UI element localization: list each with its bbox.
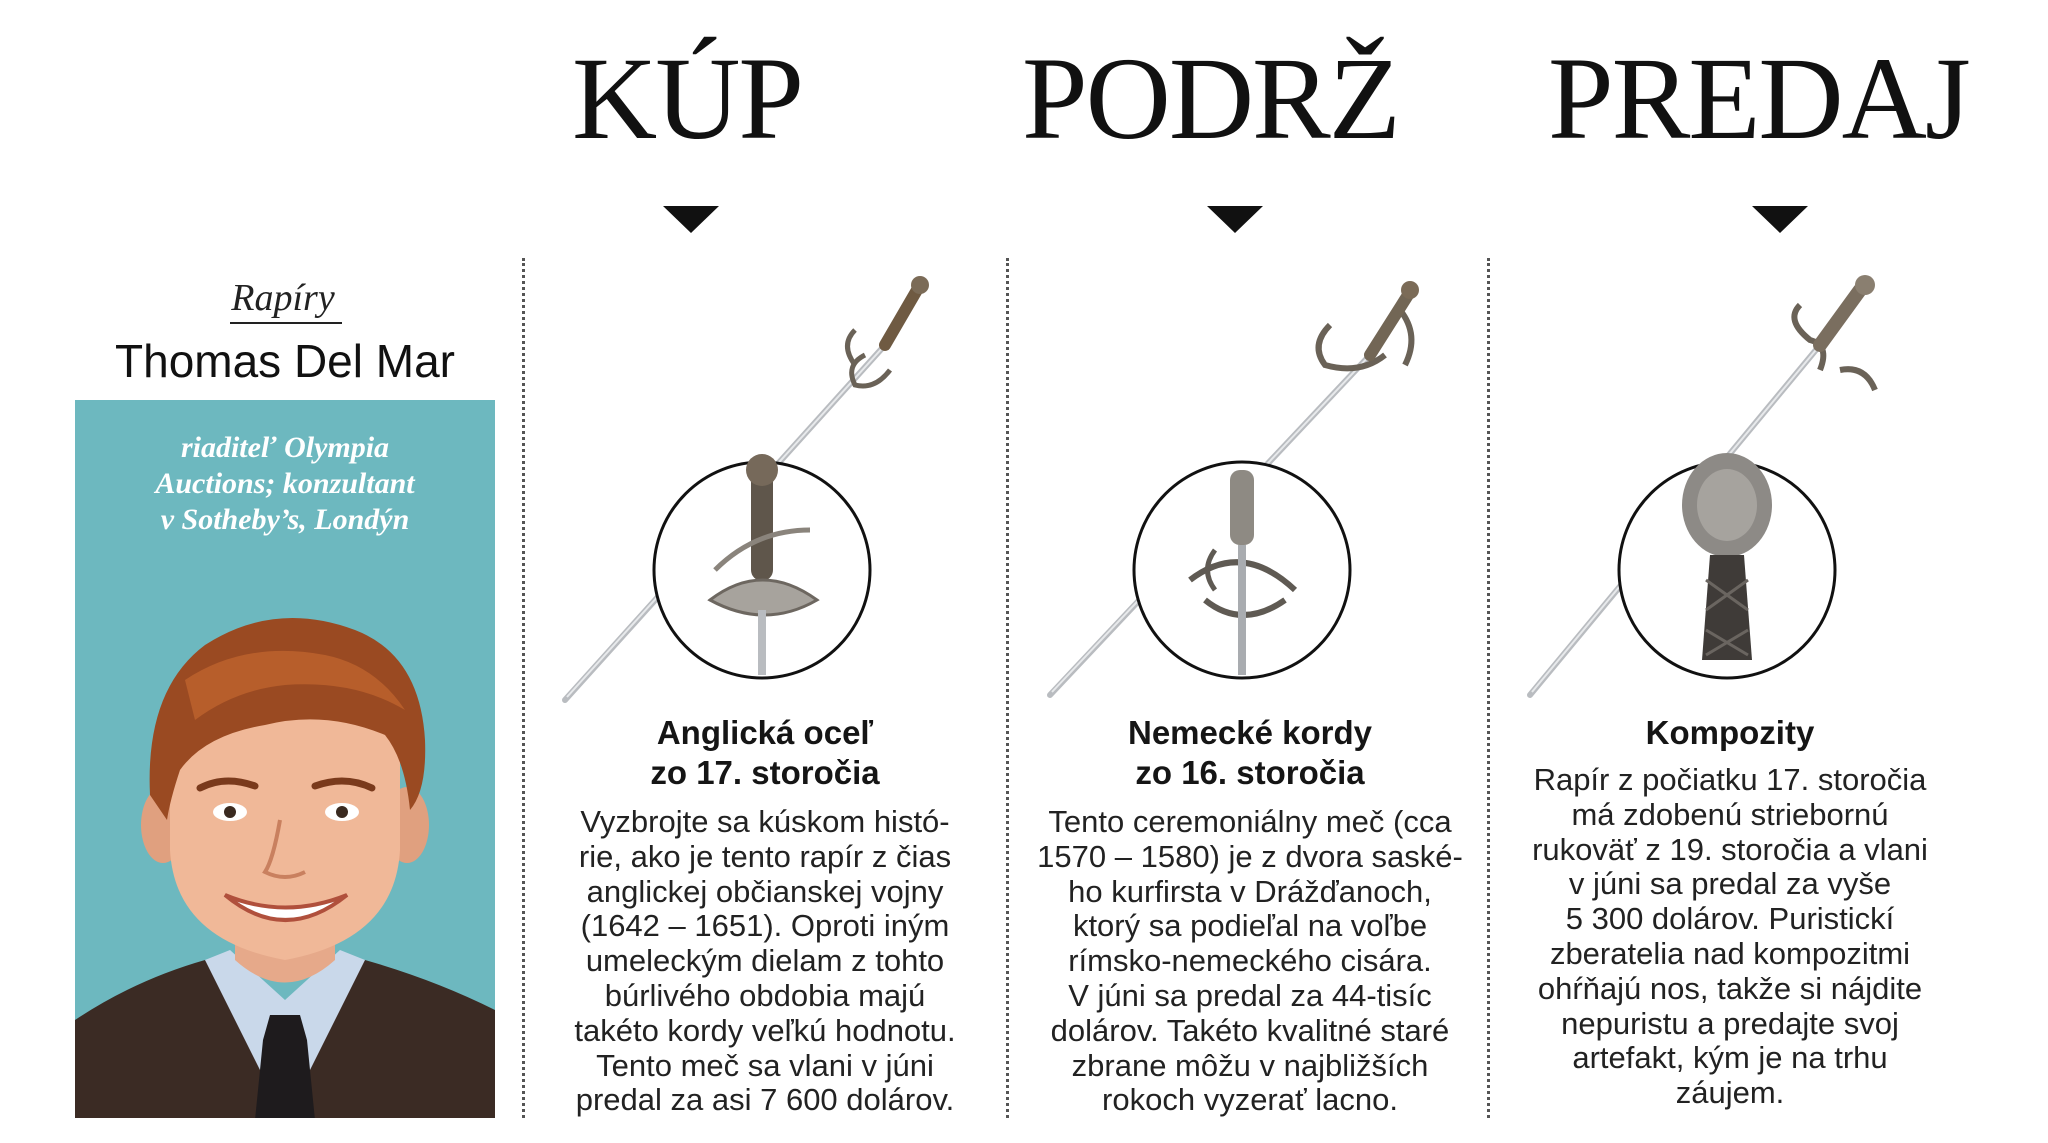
description-line: búrlivého obdobia majú (604, 977, 926, 1013)
description-line: Vyzbrojte sa kúskom histó- (580, 804, 950, 839)
description-line: Tento ceremoniálny meč (cca (1048, 804, 1452, 839)
item-title-line: Anglická oceľ (656, 714, 874, 751)
heading-hold: PODRŽ (1022, 33, 1399, 164)
description-line: rokoch vyzerať lacno. (1102, 1082, 1398, 1118)
expert-role (75, 430, 495, 538)
down-arrow-icon (663, 206, 719, 233)
heading-buy: KÚP (572, 33, 803, 164)
item-title (1040, 713, 1460, 793)
item-description (545, 805, 985, 1118)
role-line: v Sotheby’s, Londýn (160, 503, 410, 536)
description-line: má zdobenú striebornú (1571, 796, 1889, 832)
description-line: (1642 – 1651). Oproti iným (580, 908, 950, 944)
item-description (1020, 805, 1480, 1118)
role-line: riaditeľ Olympia (180, 431, 390, 464)
description-line: rímsko-nemeckého cisára. (1068, 943, 1432, 979)
description-line: V júni sa predal za 44-tisíc (1068, 977, 1432, 1013)
description-line: rukoväť z 19. storočia a vlani (1532, 831, 1928, 867)
description-line: záujem. (1675, 1075, 1785, 1111)
composite-rapier-image (1520, 270, 1960, 710)
column-divider (1487, 258, 1490, 1118)
english-rapier-image (555, 270, 995, 710)
description-line: Tento meč sa vlani v júni (596, 1047, 934, 1083)
category-underline (230, 322, 342, 324)
description-line: anglickej občianskej vojny (586, 873, 944, 909)
description-line: 1570 – 1580) je z dvora saské- (1037, 838, 1463, 874)
description-line: dolárov. Takéto kvalitné staré (1050, 1012, 1450, 1048)
column-divider (522, 258, 525, 1118)
expert-portrait-panel (75, 400, 495, 1118)
item-title (555, 713, 975, 793)
role-line: Auctions; konzultant (155, 467, 415, 500)
item-title-line: zo 17. storočia (650, 754, 880, 791)
heading-sell: PREDAJ (1548, 33, 1969, 164)
item-description (1505, 763, 1955, 1111)
item-title-line: Nemecké kordy (1128, 714, 1372, 751)
item-title-line: Kompozity (1645, 714, 1815, 751)
down-arrow-icon (1207, 206, 1263, 233)
description-line: v júni sa predal za vyše (1568, 866, 1892, 902)
expert-portrait-illustration (75, 560, 495, 1118)
description-line: ho kurfirsta v Drážďanoch, (1068, 873, 1432, 909)
description-line: zbrane môžu v najbližších (1071, 1047, 1429, 1083)
description-line: predal za asi 7 600 dolárov. (575, 1082, 955, 1118)
description-line: nepuristu a predajte svoj (1561, 1005, 1899, 1041)
column-divider (1006, 258, 1009, 1118)
description-line: Rapír z počiatku 17. storočia (1533, 762, 1927, 797)
german-rapier-image (1040, 270, 1480, 710)
description-line: takéto kordy veľkú hodnotu. (574, 1012, 956, 1048)
description-line: ohŕňajú nos, takže si nájdite (1537, 970, 1923, 1006)
description-line: umeleckým dielam z tohto (585, 943, 945, 979)
down-arrow-icon (1752, 206, 1808, 233)
category-label: Rapíry (231, 277, 335, 319)
description-line: 5 300 dolárov. Puristickí (1565, 901, 1895, 937)
item-title-line: zo 16. storočia (1135, 754, 1365, 791)
description-line: zberatelia nad kompozitmi (1549, 935, 1911, 971)
expert-name: Thomas Del Mar (115, 335, 455, 387)
description-line: ktorý sa podieľal na voľbe (1072, 908, 1428, 944)
item-title (1520, 713, 1940, 753)
description-line: rie, ako je tento rapír z čias (578, 838, 952, 874)
description-line: artefakt, kým je na trhu (1572, 1040, 1888, 1076)
